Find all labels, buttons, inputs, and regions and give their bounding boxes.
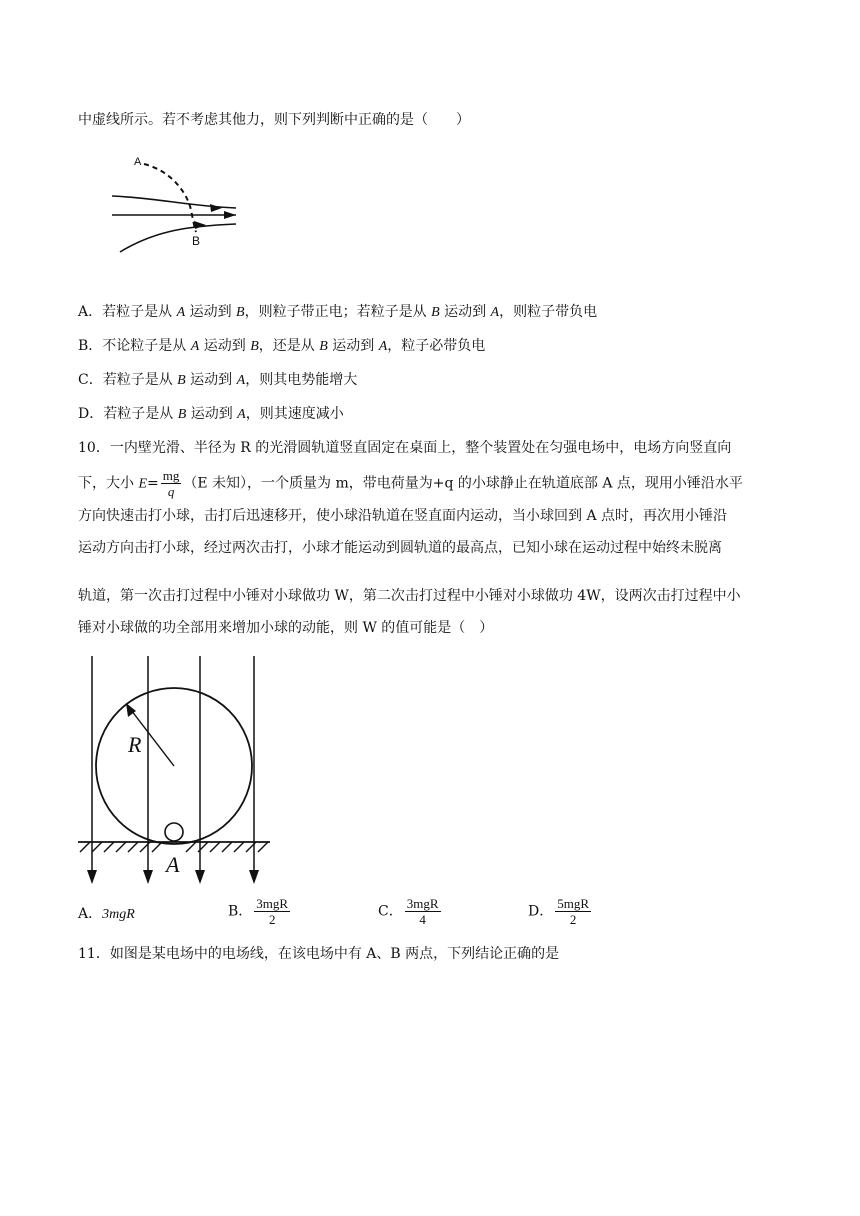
q9-option-c: C．若粒子是从 B 运动到 A，则其电势能增大 (78, 372, 358, 388)
q10-option-b: B． $\frac{\text{3mgR}}{2}$ (228, 896, 289, 927)
q10-line-3: 方向快速击打小球，击打后迅速移开，使小球沿轨道在竖直面内运动，当小球回到 A 点时，再次用小锤沿 (78, 508, 728, 524)
q10-option-c: C． $\frac{\text{3mgR}}{4}$ (378, 896, 439, 927)
q10-option-a: A．3mgR (78, 906, 135, 922)
label-a: A (166, 852, 180, 877)
q9-option-d: D．若粒子是从 B 运动到 A，则其速度减小 (78, 406, 344, 422)
ball (165, 823, 183, 841)
q9-option-a: A．若粒子是从 A 运动到 B，则粒子带正电；若粒子是从 B 运动到 A，则粒子带负电 (78, 304, 598, 320)
q10-line-4: 运动方向击打小球，经过两次击打，小球才能运动到圆轨道的最高点，已知小球在运动过程中始终未脱离 (78, 540, 722, 556)
arrow-head-upper (210, 204, 222, 212)
field-line-lower (120, 224, 236, 252)
q9-figure (108, 148, 244, 266)
q10-line-6: 锤对小球做的功全部用来增加小球的动能，则 W 的值可能是（ ） (78, 620, 494, 636)
label-r: R (128, 732, 142, 757)
q9-label-a: A (134, 156, 142, 168)
q10-option-d: D． $\frac{\text{5mgR}}{2}$ (528, 896, 590, 927)
trajectory-dashed (144, 164, 196, 232)
q10-e-fraction: $\frac{mg}{q}$ (162, 468, 180, 499)
q9-option-b: B．不论粒子是从 A 运动到 B，还是从 B 运动到 A，粒子必带负电 (78, 338, 486, 354)
q10-line-2: 下，大小 E= $\frac{mg}{q}$ （E 未知），一个质量为 m，带电荷量为+q 的小球静止在轨道底部 A 点，现用小锤沿水平 (78, 468, 743, 499)
field-line-upper (112, 196, 236, 208)
q9-stem-tail: 中虚线所示。若不考虑其他力，则下列判断中正确的是（ ） (78, 112, 470, 128)
q9-label-b: B (192, 234, 201, 248)
arrow-head-lower (194, 221, 206, 229)
q10-line-5: 轨道，第一次击打过程中小锤对小球做功 W，第二次击打过程中小锤对小球做功 4W，设两次击打过程中小 (78, 588, 741, 604)
arrow-head-middle (224, 211, 236, 219)
q10-line-1: 10．一内壁光滑、半径为 R 的光滑圆轨道竖直固定在桌面上，整个装置处在匀强电场中，电场方向竖直向 (78, 440, 732, 456)
q11-stem: 11．如图是某电场中的电场线，在该电场中有 A、B 两点，下列结论正确的是 (78, 946, 560, 962)
q10-figure (76, 654, 276, 886)
